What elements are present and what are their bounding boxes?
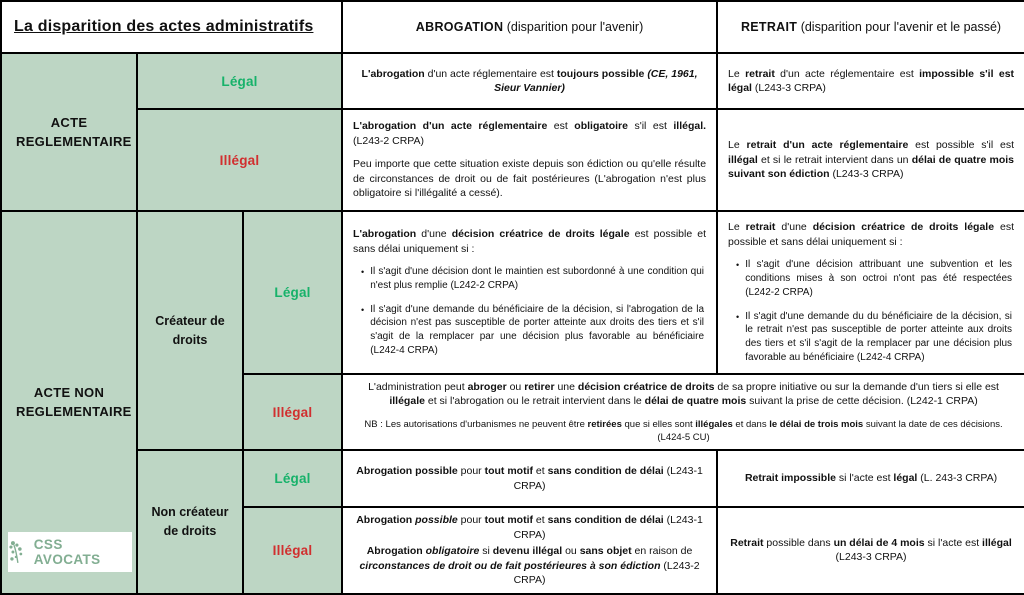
plant-icon bbox=[8, 540, 28, 564]
cell-non-createur-legal-retrait bbox=[717, 450, 1024, 507]
label-legal-createur: Légal bbox=[243, 211, 342, 374]
retrait-column-header bbox=[717, 1, 1024, 53]
bullet-item: • Il s'agit d'une demande du du bénéficiaire de la décision, si le retrait n'est pas susceptible de porter atteinte aux droits des tiers et s'il s'agit de la remplacer par une décision plus favorable au bénéficiaire (L242-4 CRPA) bbox=[736, 310, 1013, 363]
bullet-icon: • bbox=[736, 260, 740, 271]
bullet-item: • Il s'agit d'une demande du bénéficiaire de la décision, si l'abrogation de la décision n'est pas susceptible de porter atteinte aux droits des tiers et s'il s'agit de la remplacer par une décision plus favorable au bénéficiaire (L242-4 CRPA) bbox=[361, 303, 705, 357]
bullet-icon: • bbox=[736, 311, 740, 322]
row-reglementaire-legal bbox=[1, 53, 1024, 109]
paragraph: Le retrait d'une décision créatrice de droits légale est possible et sans délai uniquement si : bbox=[728, 221, 1015, 248]
cell-non-createur-illegal-retrait bbox=[717, 507, 1024, 593]
cell-createur-illegal-merged bbox=[342, 374, 1024, 450]
paragraph: L'abrogation d'une décision créatrice de droits légale est possible et sans délai uniquement si : bbox=[353, 228, 707, 255]
row-createur-legal bbox=[1, 211, 1024, 374]
abrogation-title: ABROGATION bbox=[415, 20, 504, 34]
paragraph: Abrogation possible pour tout motif et sans condition de délai (L243-1 CRPA) bbox=[356, 465, 703, 492]
paragraph: Retrait impossible si l'acte est légal (L. 243-3 CRPA) bbox=[744, 472, 998, 485]
cell-non-createur-illegal-abrogation bbox=[342, 507, 717, 593]
cell-createur-legal-abrogation bbox=[342, 211, 717, 374]
bullet-item: • Il s'agit d'une décision dont le maintien est subordonné à une condition qui n'est plus remplie (L242-2 CRPA) bbox=[361, 266, 705, 291]
paragraph: L'administration peut abroger ou retirer une décision créatrice de droits de sa propre initiative ou sur la demande d'un tiers si elle est illégale et si l'abrogation ou le retrait intervient dans le délai de quatre mois suivant la prise de cette décision. (L242-1 CRPA) bbox=[368, 381, 999, 408]
paragraph: Le retrait d'un acte réglementaire est possible s'il est illégal et si le retrait intervient dans un délai de quatre mois suivant son édiction (L243-3 CRPA) bbox=[728, 139, 1015, 181]
paragraph: Peu importe que cette situation existe depuis son édiction ou qu'elle résulte de circonstances de droit ou de fait postérieures (L'abrogation n'est plus obligatoire si l'illégalité a cessé). bbox=[353, 158, 707, 200]
row-non-createur-legal bbox=[1, 450, 1024, 507]
bullet-icon: • bbox=[361, 304, 365, 315]
bullet-icon: • bbox=[361, 267, 365, 278]
paragraph: Abrogation obligatoire si devenu illégal ou sans objet en raison de circonstances de droit ou de fait postérieures à son édiction (L243-2 CRPA) bbox=[359, 545, 700, 587]
paragraph: Retrait possible dans un délai de 4 mois si l'acte est illégal (L243-3 CRPA) bbox=[730, 536, 1012, 564]
logo-text: CSS AVOCATS bbox=[33, 537, 101, 567]
abrogation-subtitle: (disparition pour l'avenir) bbox=[503, 20, 644, 34]
row-header-acte-non-reglementaire: ACTE NON REGLEMENTAIRE bbox=[1, 211, 137, 594]
label-legal-reglementaire: Légal bbox=[137, 53, 342, 109]
retrait-title: RETRAIT bbox=[740, 20, 798, 34]
paragraph: Le retrait d'un acte réglementaire est impossible s'il est légal (L243-3 CRPA) bbox=[728, 67, 1015, 94]
page-title: La disparition des actes administratifs bbox=[14, 18, 314, 35]
cell-createur-legal-retrait bbox=[717, 211, 1024, 374]
header-row bbox=[1, 1, 1024, 53]
paragraph: L'abrogation d'un acte réglementaire est toujours possible (CE, 1961, Sieur Vannier) bbox=[361, 67, 698, 94]
row-header-non-createur-de-droits: Non créateur de droits bbox=[137, 450, 243, 593]
label-illegal-non-createur: Illégal bbox=[243, 507, 342, 593]
paragraph: Abrogation possible pour tout motif et sans condition de délai (L243-1 CRPA) bbox=[356, 514, 703, 541]
title-cell bbox=[1, 1, 342, 53]
retrait-subtitle: (disparition pour l'avenir et le passé) bbox=[797, 20, 1002, 34]
css-avocats-logo bbox=[8, 532, 132, 572]
bullet-item: • Il s'agit d'une décision attribuant une subvention et les conditions mises à son octroi n'ont pas été respectées (L242-2 CRPA) bbox=[736, 259, 1013, 298]
cell-reg-illegal-retrait bbox=[717, 109, 1024, 211]
cell-reg-legal-retrait bbox=[717, 53, 1024, 109]
row-reglementaire-illegal bbox=[1, 109, 1024, 211]
paragraph: NB : Les autorisations d'urbanismes ne peuvent être retirées que si elles sont illégales et dans le délai de trois mois suivant la date de ces décisions. (L424-5 CU) bbox=[364, 418, 1003, 444]
label-legal-non-createur: Légal bbox=[243, 450, 342, 507]
paragraph: L'abrogation d'un acte réglementaire est obligatoire s'il est illégal. (L243-2 CRPA) bbox=[353, 120, 707, 147]
abrogation-column-header bbox=[342, 1, 717, 53]
cell-non-createur-legal-abrogation bbox=[342, 450, 717, 507]
label-illegal-createur: Illégal bbox=[243, 374, 342, 450]
cell-reg-illegal-abrogation bbox=[342, 109, 717, 211]
row-header-acte-reglementaire: ACTE REGLEMENTAIRE bbox=[1, 53, 137, 211]
label-illegal-reglementaire: Illégal bbox=[137, 109, 342, 211]
cell-reg-legal-abrogation bbox=[342, 53, 717, 109]
row-header-createur-de-droits: Créateur de droits bbox=[137, 211, 243, 450]
